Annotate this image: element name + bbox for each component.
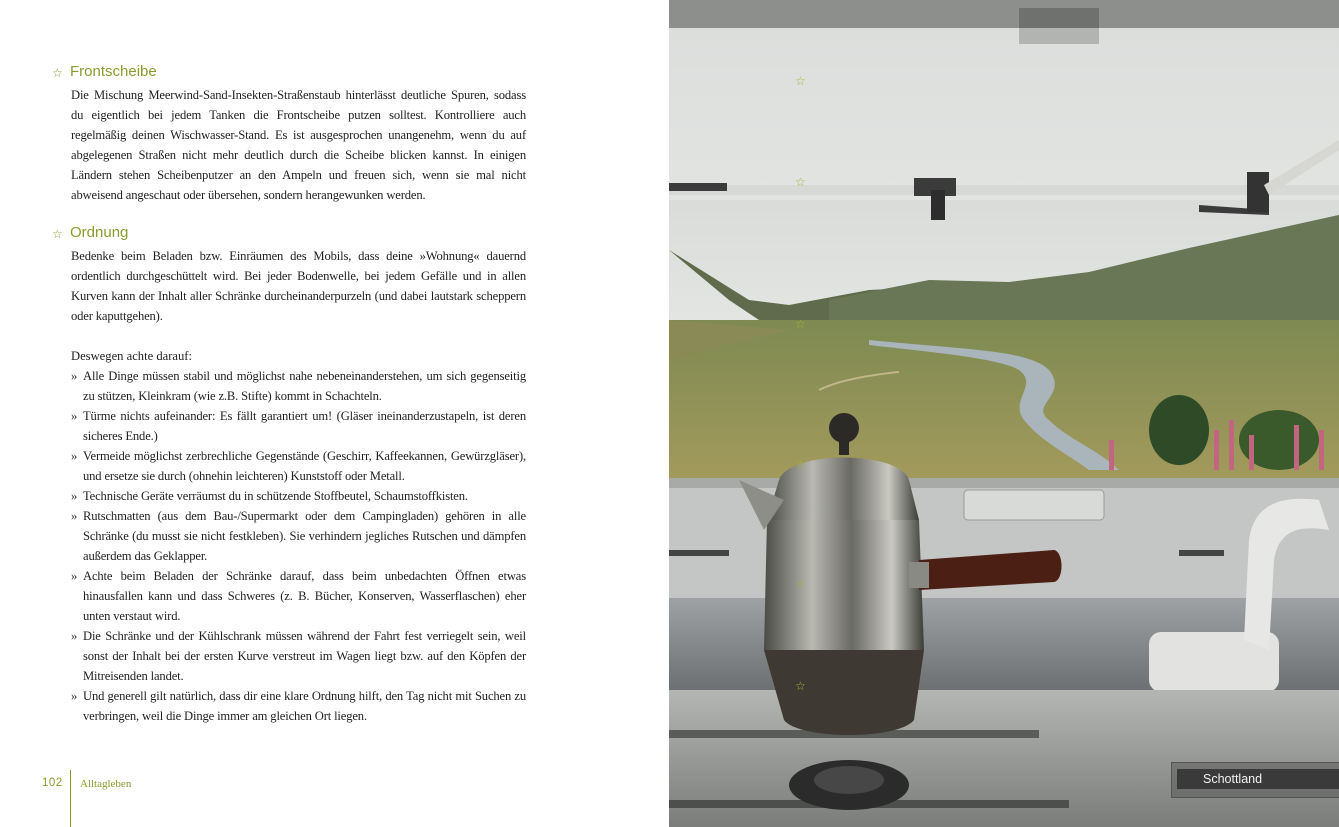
svg-text:☆: ☆ — [795, 317, 806, 331]
list-item-text: Vermeide möglichst zerbrechliche Gegenstände (Geschirr, Kaffeekannen, Gewürzgläser), und ersetze sie durch (ohnehin leichteren) Kunststoff oder Metall. — [83, 449, 526, 483]
chapter-title: Alltagleben — [80, 778, 132, 790]
list-item — [71, 506, 526, 566]
bullet-mark: » — [71, 569, 78, 583]
section-ordnung — [52, 226, 527, 726]
section-frontscheibe — [52, 65, 527, 205]
section-heading — [52, 65, 527, 85]
list-item-text: Achte beim Beladen der Schränke darauf, dass beim unbedachten Öffnen etwas hinausfallen kann und dass Schweres (z. B. Bücher, Konserven, Wasserflaschen) eher unten verstaut wird. — [83, 569, 526, 623]
page-number: 102 — [42, 777, 63, 789]
list-item-text: Rutschmatten (aus dem Bau-/Supermarkt oder dem Campingladen) gehören in alle Schränke (du musst sie nicht festkleben). Sie verhindern jegliches Rutschen und dämpfen außerdem das Geklapper. — [83, 509, 526, 563]
star-icon: ☆ — [52, 227, 63, 241]
svg-text:☆: ☆ — [795, 74, 806, 88]
section-paragraph: Die Mischung Meerwind-Sand-Insekten-Straßenstaub hinterlässt deutliche Spuren, sodass du eigentlich bei jedem Tanken die Frontscheibe putzen solltest. Kontrolliere auch regelmäßig deinen Wischwasser-Stand. Es ist ausgesprochen unangenehm, wenn du auf abgelegenen Straßen nicht mehr deutlich durch die Scheibe blicken kannst. In einigen Ländern stehen Scheibenputzer an den Ampeln und freuen sich, wenn sie mal nicht abweisend angeschaut oder übersehen, sondern herangewunken werden. — [71, 88, 526, 202]
svg-text:☆: ☆ — [795, 577, 806, 591]
list-lead: Deswegen achte darauf: — [71, 349, 192, 363]
section-title: Ordnung — [70, 224, 129, 241]
footer-divider — [70, 770, 71, 827]
list-item — [71, 446, 526, 486]
list-item — [71, 366, 526, 406]
svg-text:☆: ☆ — [795, 457, 806, 471]
bullet-mark: » — [71, 409, 78, 423]
bullet-list — [52, 366, 526, 726]
list-item-text: Technische Geräte verräumst du in schützende Stoffbeutel, Schaumstoffkisten. — [83, 489, 468, 503]
bullet-mark: » — [71, 509, 78, 523]
svg-text:☆: ☆ — [795, 679, 806, 693]
bullet-mark: » — [71, 369, 78, 383]
list-item-text: Alle Dinge müssen stabil und möglichst nahe nebeneinanderstehen, um sich gegenseitig zu stützen, Kleinkram (wie z.B. Stifte) kommt in Schachteln. — [83, 369, 526, 403]
star-icon: ☆ — [52, 66, 63, 80]
list-item-text: Türme nichts aufeinander: Es fällt garantiert um! (Gläser ineinanderzustapeln, ist deren sicheres Ende.) — [83, 409, 526, 443]
bullet-mark: » — [71, 489, 78, 503]
caption-frame — [1171, 762, 1339, 798]
section-heading — [52, 226, 527, 246]
list-item — [71, 406, 526, 446]
left-page — [0, 0, 669, 827]
list-item — [71, 626, 526, 686]
bullet-mark: » — [71, 449, 78, 463]
photo-coffee-pot-scotland — [669, 0, 1339, 827]
list-item — [71, 566, 526, 626]
list-item — [71, 686, 526, 726]
list-item-text: Die Schränke und der Kühlschrank müssen während der Fahrt fest verriegelt sein, weil sonst der Inhalt bei der ersten Kurve verstreut im Wagen liegt bzw. auf den Köpfen der Mitreisenden landet. — [83, 629, 526, 683]
bullet-mark: » — [71, 689, 78, 703]
section-title: Frontscheibe — [70, 63, 157, 80]
list-item — [71, 486, 526, 506]
list-item-text: Und generell gilt natürlich, dass dir eine klare Ordnung hilft, den Tag nicht mit Suchen zu verbringen, weil die Dinge immer am gleichen Ort liegen. — [83, 689, 526, 723]
bullet-mark: » — [71, 629, 78, 643]
svg-text:☆: ☆ — [795, 175, 806, 189]
photo-caption: Schottland — [1177, 769, 1339, 789]
right-page — [669, 0, 1339, 827]
section-paragraph: Bedenke beim Beladen bzw. Einräumen des Mobils, dass deine »Wohnung« dauernd ordentlich durchgeschüttelt wird. Bei jeder Bodenwelle, bei jedem Gefälle und in allen Kurven kann der Inhalt aller Schränke durcheinanderpurzeln (und dabei lautstark scheppern oder kaputtgehen). — [71, 249, 526, 323]
